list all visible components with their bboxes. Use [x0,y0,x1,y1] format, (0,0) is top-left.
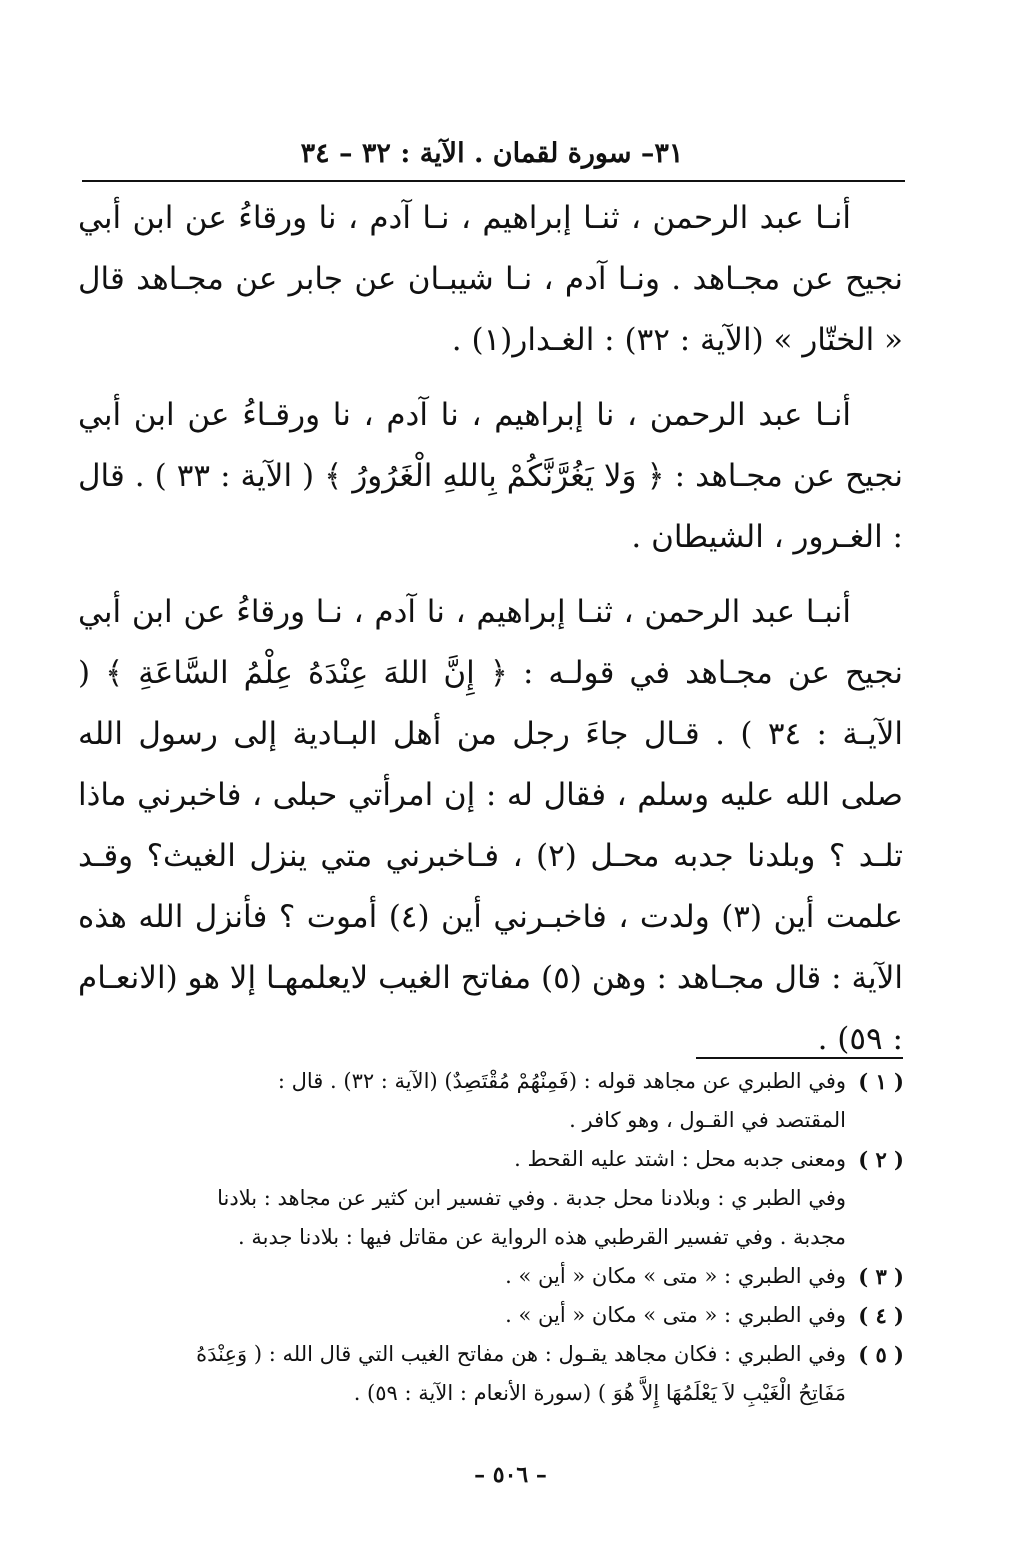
footnote-number: ( ٤ ) [858,1303,904,1328]
page-header: ٣١– سورة لقمان . الآية : ٣٢ – ٣٤ [300,138,684,169]
footnote-line: المقتصد في القـول ، وهو كافر . [569,1108,846,1132]
footnote-1 [74,1062,904,1140]
footnote-rule [696,1057,903,1059]
header-rule [82,180,905,182]
paragraph-3: أنبـا عبد الرحمن ، ثنـا إبراهيم ، نا آدم ، نـا ورقاءُ عن ابن أبي نجيح عن مجـاهد في قولـه : ﴿ إِنَّ اللهَ عِنْدَهُ عِلْمُ السَّاعَةِ ﴾ ( الآيـة : ٣٤ ) . قـال جاءَ رجل من أهل البـادية إلى رسول الله صلى الله عليه وسلم ، فقال له : إن امرأتي حبلى ، فاخبرني ماذا تلـد ؟ وبلدنا جدبه محـل (٢) ، فـاخبرني متي ينزل الغيث؟ وقـد علمت أين (٣) ولدت ، فاخبـرني أين (٤) أموت ؟ فأنزل الله هذه الآية : قال مجـاهد : وهن (٥) مفاتح الغيب لايعلمهـا إلا هو (الانعـام : ٥٩) . [78,594,904,1057]
footnote-line: وفي الطبري : فكان مجاهد يقـول : هن مفاتح الغيب التي قال الله : ( وَعِنْدَهُ [196,1342,846,1366]
footnote-text [74,1335,846,1413]
paragraph-2: أنـا عبد الرحمن ، نا إبراهيم ، نا آدم ، نا ورقـاءُ عن ابن أبي نجيح عن مجـاهد : ﴿ وَلا يَغُرَّنَّكُمْ بِاللهِ الْغَرُورُ ﴾ ( الآية : ٣٣ ) . قال : الغـرور ، الشيطان . [78,397,903,555]
footnote-text [74,1257,846,1296]
footnote-line: وفي الطبري : « متى » مكان « أين » . [505,1264,846,1288]
footnote-number: ( ٣ ) [858,1264,904,1289]
footnote-3 [74,1257,904,1296]
footnote-text [74,1140,846,1257]
footnote-text [74,1296,846,1335]
footnote-line: وفي الطبري عن مجاهد قوله : (فَمِنْهُمْ مُقْتَصِدٌ) (الآية : ٣٢) . قال : [277,1069,846,1093]
footnote-number: ( ٥ ) [858,1342,904,1367]
paragraph-1: أنـا عبد الرحمن ، ثنـا إبراهيم ، نـا آدم ، نا ورقاءُ عن ابن أبي نجيح عن مجـاهد . ونـا آدم ، نـا شيبـان عن جابر عن مجـاهد قال « الختّار » (الآية : ٣٢) : الغـدار(١) . [78,200,903,358]
footnote-line: ومعنى جدبه محل : اشتد عليه القحط . [514,1147,846,1171]
footnote-line: مجدبة . وفي تفسير القرطبي هذه الرواية عن مقاتل فيها : بلادنا جدبة . [237,1225,846,1249]
page-number: – ٥٠٦ – [474,1462,547,1488]
footnotes [74,1062,904,1413]
footnote-4 [74,1296,904,1335]
footnote-text [74,1062,846,1140]
footnote-number: ( ٢ ) [858,1147,904,1172]
footnote-line: وفي الطبري : « متى » مكان « أين » . [505,1303,846,1327]
footnote-5 [74,1335,904,1413]
footnote-line: وفي الطبر ي : وبلادنا محل جدبة . وفي تفسير ابن كثير عن مجاهد : بلادنا [217,1186,846,1210]
main-text [78,188,903,1084]
footnote-number: ( ١ ) [858,1069,904,1094]
footnote-2 [74,1140,904,1257]
footnote-line: مَفَاتِحُ الْغَيْبِ لاَ يَعْلَمُهَا إِلاَّ هُوَ ) (سورة الأنعام : الآية : ٥٩) . [353,1381,846,1405]
